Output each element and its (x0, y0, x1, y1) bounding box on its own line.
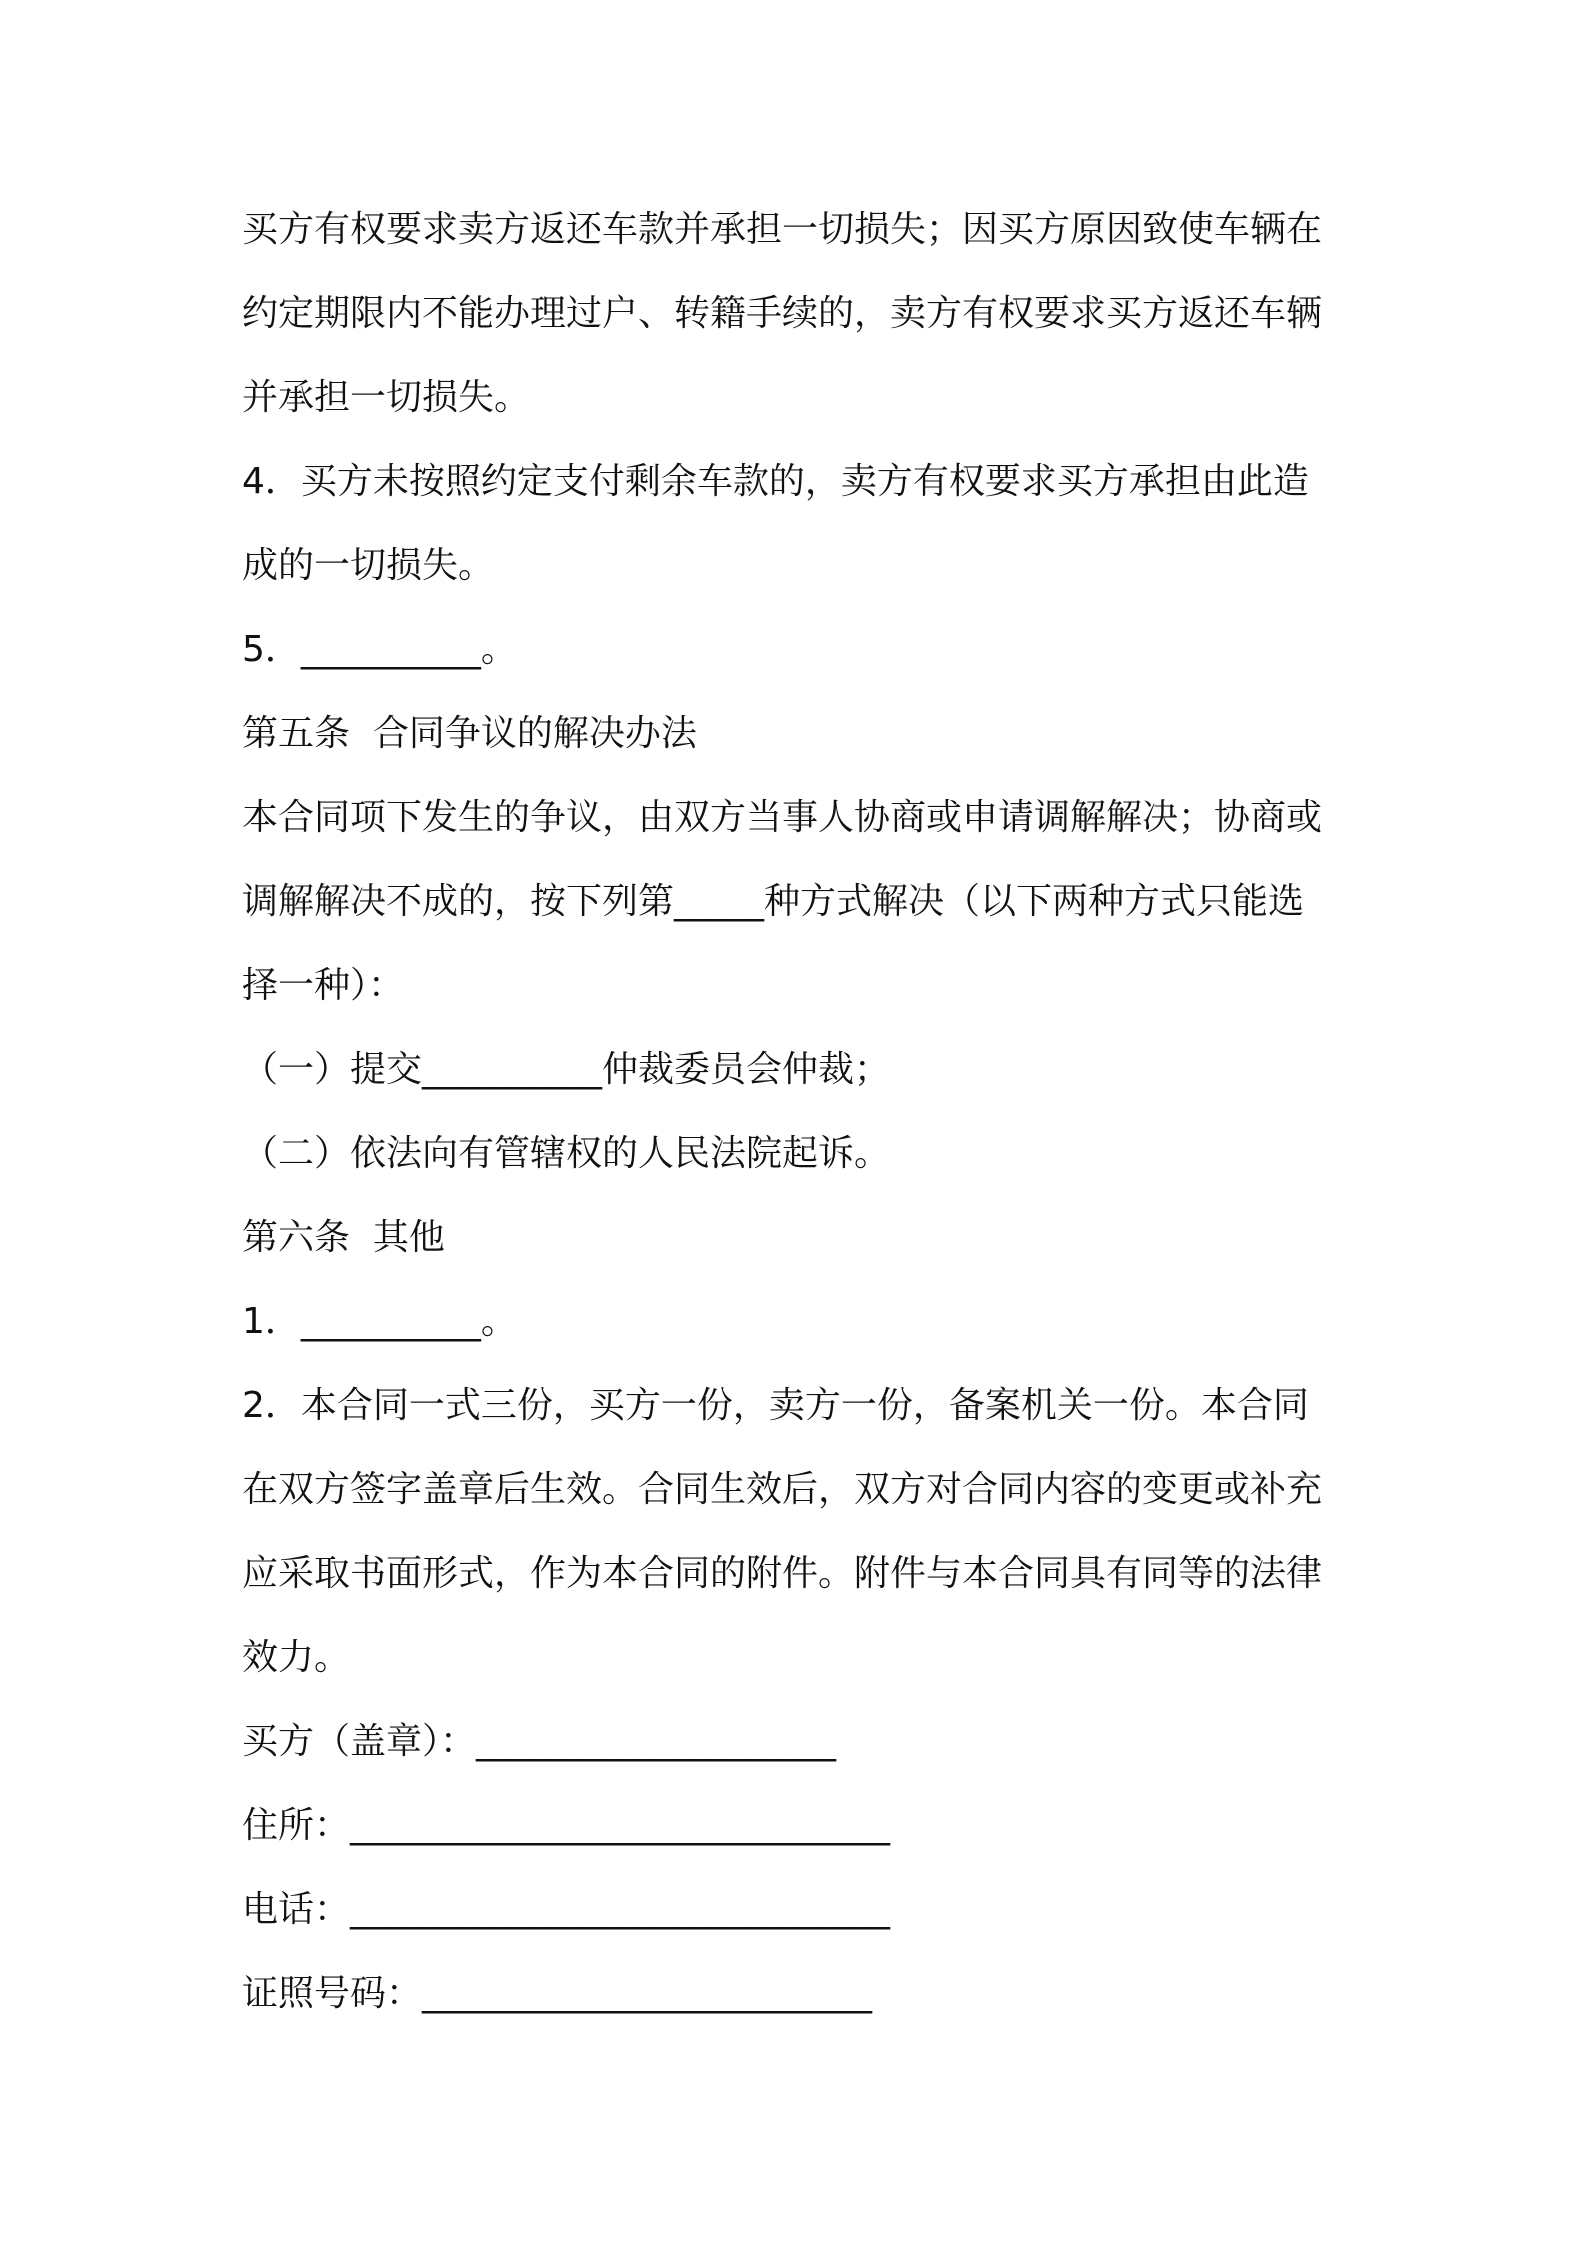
text-line-8: 本合同项下发生的争议，由双方当事人协商或申请调解解决；协商或 (242, 797, 1323, 838)
address-field: 住所：______________________________ (242, 1805, 891, 1846)
text-line-4: 4．买方未按照约定支付剩余车款的，卖方有权要求买方承担由此造 (242, 461, 1309, 502)
license-number-field: 证照号码：_________________________ (242, 1973, 873, 2014)
text-line-5: 成的一切损失。 (242, 545, 495, 586)
buyer-seal-field: 买方（盖章）：____________________ (242, 1721, 837, 1762)
text-line-16: 在双方签字盖章后生效。合同生效后，双方对合同内容的变更或补充 (242, 1469, 1323, 1510)
text-line-3: 并承担一切损失。 (242, 377, 531, 418)
text-line-2: 约定期限内不能办理过户、转籍手续的，卖方有权要求买方返还车辆 (242, 293, 1323, 334)
text-line-1: 买方有权要求卖方返还车款并承担一切损失；因买方原因致使车辆在 (242, 209, 1323, 250)
text-line-14: 1．__________。 (242, 1301, 517, 1342)
text-line-10: 择一种）： (242, 965, 405, 1006)
text-line-17: 应采取书面形式，作为本合同的附件。附件与本合同具有同等的法律 (242, 1553, 1323, 1594)
text-line-18: 效力。 (242, 1637, 351, 1678)
text-line-11: （一）提交__________仲裁委员会仲裁； (242, 1049, 891, 1090)
section-heading-6: 第六条 其他 (242, 1217, 445, 1258)
text-line-6: 5．__________。 (242, 629, 517, 670)
text-line-9: 调解解决不成的，按下列第_____种方式解决（以下两种方式只能选 (242, 881, 1305, 922)
text-line-15: 2．本合同一式三份，买方一份，卖方一份，备案机关一份。本合同 (242, 1385, 1309, 1426)
phone-field: 电话：______________________________ (242, 1889, 891, 1930)
section-heading-5: 第五条 合同争议的解决办法 (242, 713, 697, 754)
text-line-12: （二）依法向有管辖权的人民法院起诉。 (242, 1133, 891, 1174)
